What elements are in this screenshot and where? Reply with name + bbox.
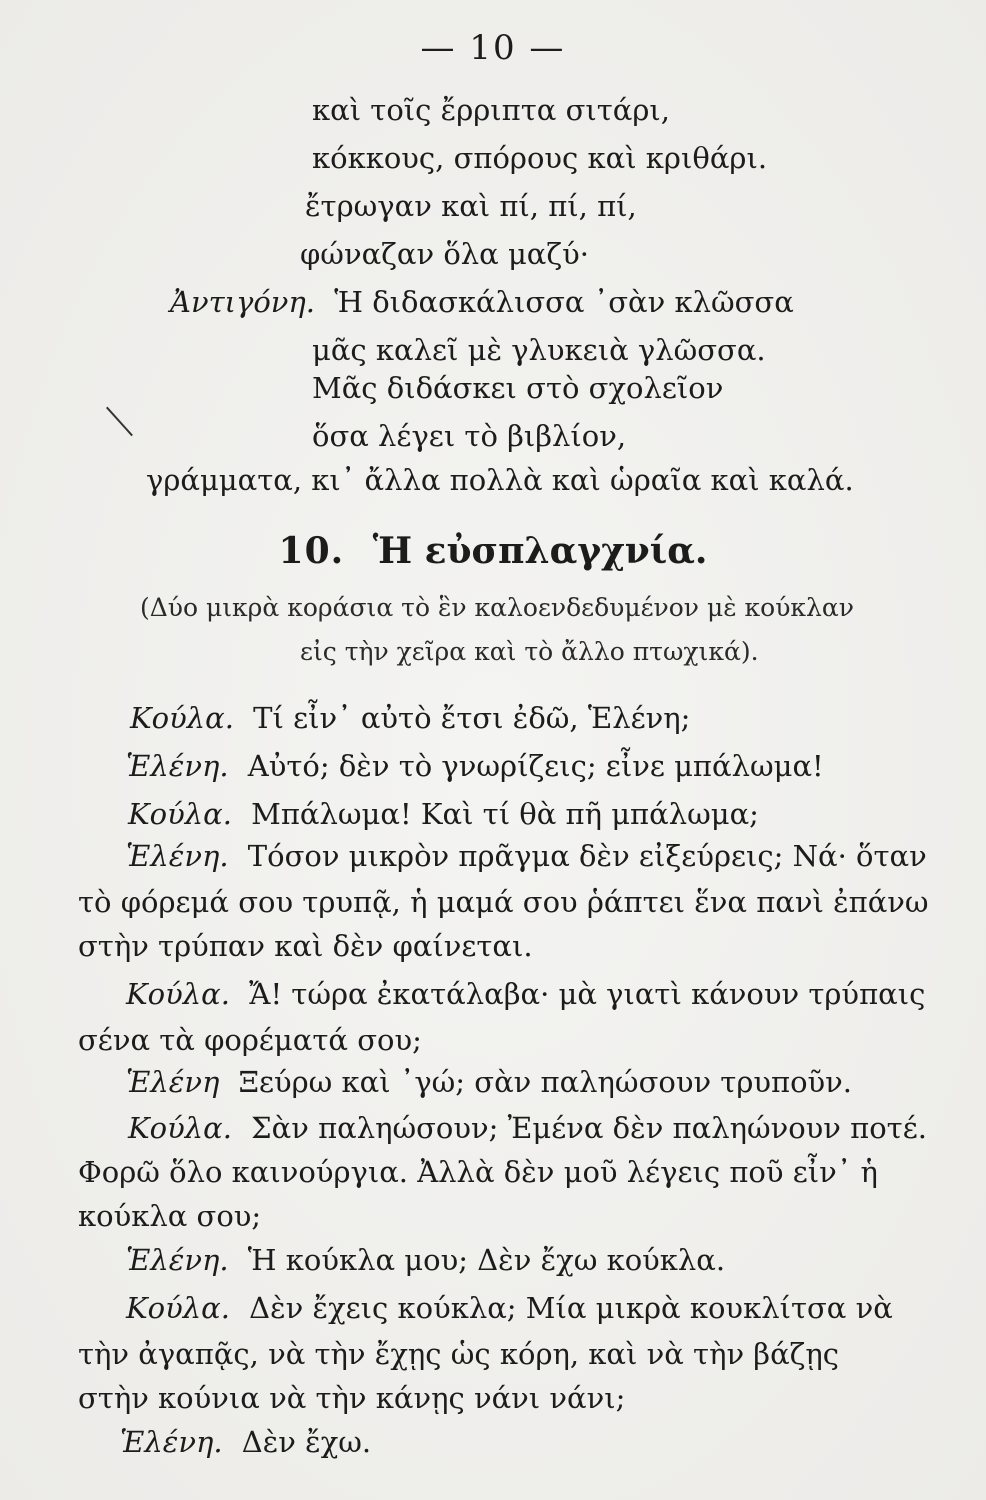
dialogue-line [130, 700, 690, 736]
poem-line [312, 418, 626, 454]
stage-direction-text: (Δύο μικρὰ κοράσια τὸ ἓν καλοενδεδυμένον μὲ κούκλαν [140, 593, 854, 622]
dialogue-text: Μπάλωμα! Καὶ τί θὰ πῆ μπάλωμα; [251, 797, 759, 831]
poem-line-text: Μᾶς διδάσκει στὸ σχολεῖον [312, 371, 724, 405]
section-number: 10. [278, 530, 345, 572]
poem-line-text: γράμματα, κι᾿ ἄλλα πολλὰ καὶ ὡραῖα καὶ καλά. [146, 463, 854, 497]
dialogue-text: στὴν τρύπαν καὶ δὲν φαίνεται. [78, 929, 533, 963]
speaker-name: Ἑλένη. [126, 749, 229, 783]
dialogue-line [128, 796, 759, 832]
poem-line-text: φώναζαν ὅλα μαζύ· [300, 237, 589, 271]
dialogue-line [126, 1242, 725, 1278]
dialogue-line [126, 838, 927, 874]
dialogue-text: Ἄ! τώρα ἐκατάλαβα· μὰ γιατὶ κάνουν τρύπαις [249, 977, 926, 1011]
speaker-name: Κούλα. [126, 977, 230, 1011]
speaker-name: Ἑλένη. [126, 839, 229, 873]
poem-line [170, 284, 794, 320]
dialogue-text: τὸ φόρεμά σου τρυπᾷ, ἡ μαμά σου ῥάπτει ἕνα πανὶ ἐπάνω [78, 885, 929, 919]
poem-line-text: κόκκους, σπόρους καὶ κριθάρι. [312, 141, 768, 175]
speaker-name: Ἑλένη. [120, 1425, 223, 1459]
speaker-name: Κούλα. [126, 1291, 230, 1325]
dialogue-text: Αὐτό; δὲν τὸ γνωρίζεις; εἶνε μπάλωμα! [247, 749, 824, 783]
poem-line [146, 462, 854, 498]
dialogue-text: Σὰν παληώσουν; Ἐμένα δὲν παληώνουν ποτέ. [251, 1111, 927, 1145]
speaker-name: Ἑλένη. [126, 1243, 229, 1277]
dialogue-line [126, 1064, 852, 1100]
section-title: Ἡ εὐσπλαγχνία. [372, 530, 708, 572]
poem-line [312, 332, 766, 368]
poem-line [305, 188, 637, 224]
poem-line-text: Ἡ διδασκάλισσα ᾿σὰν κλῶσσα [334, 285, 794, 319]
dialogue-line [120, 1424, 371, 1460]
dialogue-text: τὴν ἀγαπᾷς, νὰ τὴν ἔχῃς ὡς κόρη, καὶ νὰ τὴν βάζῃς [78, 1337, 839, 1371]
stage-direction-line [300, 636, 759, 668]
poem-line [312, 92, 670, 128]
dialogue-text: στὴν κούνια νὰ τὴν κάνῃς νάνι νάνι; [78, 1381, 626, 1415]
poem-line [312, 140, 767, 176]
dialogue-line [126, 748, 824, 784]
dialogue-line [78, 1380, 625, 1416]
stage-direction-text: εἰς τὴν χεῖρα καὶ τὸ ἄλλο πτωχικά). [300, 637, 759, 666]
speaker-name: Κούλα. [130, 701, 234, 735]
stage-direction-line [140, 592, 854, 624]
dialogue-line [128, 1110, 927, 1146]
dialogue-line [78, 928, 533, 964]
dialogue-text: Τόσον μικρὸν πρᾶγμα δὲν εἰξεύρεις; Νά· ὅταν [247, 839, 927, 873]
speaker-name: Κούλα. [128, 1111, 232, 1145]
speaker-name: Ἀντιγόνη. [170, 285, 315, 319]
poem-line-text: μᾶς καλεῖ μὲ γλυκειὰ γλῶσσα. [312, 333, 766, 367]
dialogue-line [78, 884, 929, 920]
dialogue-text: σένα τὰ φορέματά σου; [78, 1023, 422, 1057]
poem-line [312, 370, 723, 406]
dialogue-line [78, 1154, 878, 1190]
dialogue-line [126, 976, 925, 1012]
dialogue-text: Ξεύρω καὶ ᾿γώ; σὰν παληώσουν τρυποῦν. [238, 1065, 853, 1099]
poem-line-text: ἔτρωγαν καὶ πί, πί, πί, [305, 189, 637, 223]
dialogue-text: Φορῶ ὅλο καινούργια. Ἀλλὰ δὲν μοῦ λέγεις ποῦ εἶν᾿ ἡ [78, 1155, 878, 1189]
dialogue-line [78, 1336, 839, 1372]
dialogue-text: Δὲν ἔχω. [241, 1425, 372, 1459]
section-heading [0, 530, 986, 572]
dialogue-line [126, 1290, 893, 1326]
pencil-mark [106, 407, 133, 437]
poem-line-text: καὶ τοῖς ἔρριπτα σιτάρι, [312, 93, 670, 127]
speaker-name: Ἑλένη [126, 1065, 220, 1099]
dialogue-text: Ἡ κούκλα μου; Δὲν ἔχω κούκλα. [247, 1243, 726, 1277]
page-number: — 10 — [420, 28, 566, 68]
speaker-name: Κούλα. [128, 797, 232, 831]
dialogue-line [78, 1198, 261, 1234]
dialogue-text: Τί εἶν᾿ αὐτὸ ἔτσι ἐδῶ, Ἑλένη; [253, 701, 691, 735]
dialogue-line [78, 1022, 422, 1058]
poem-line [300, 236, 589, 272]
dialogue-text: κούκλα σου; [78, 1199, 262, 1233]
dialogue-text: Δὲν ἔχεις κούκλα; Μία μικρὰ κουκλίτσα νὰ [249, 1291, 893, 1325]
poem-line-text: ὅσα λέγει τὸ βιβλίον, [312, 419, 627, 453]
